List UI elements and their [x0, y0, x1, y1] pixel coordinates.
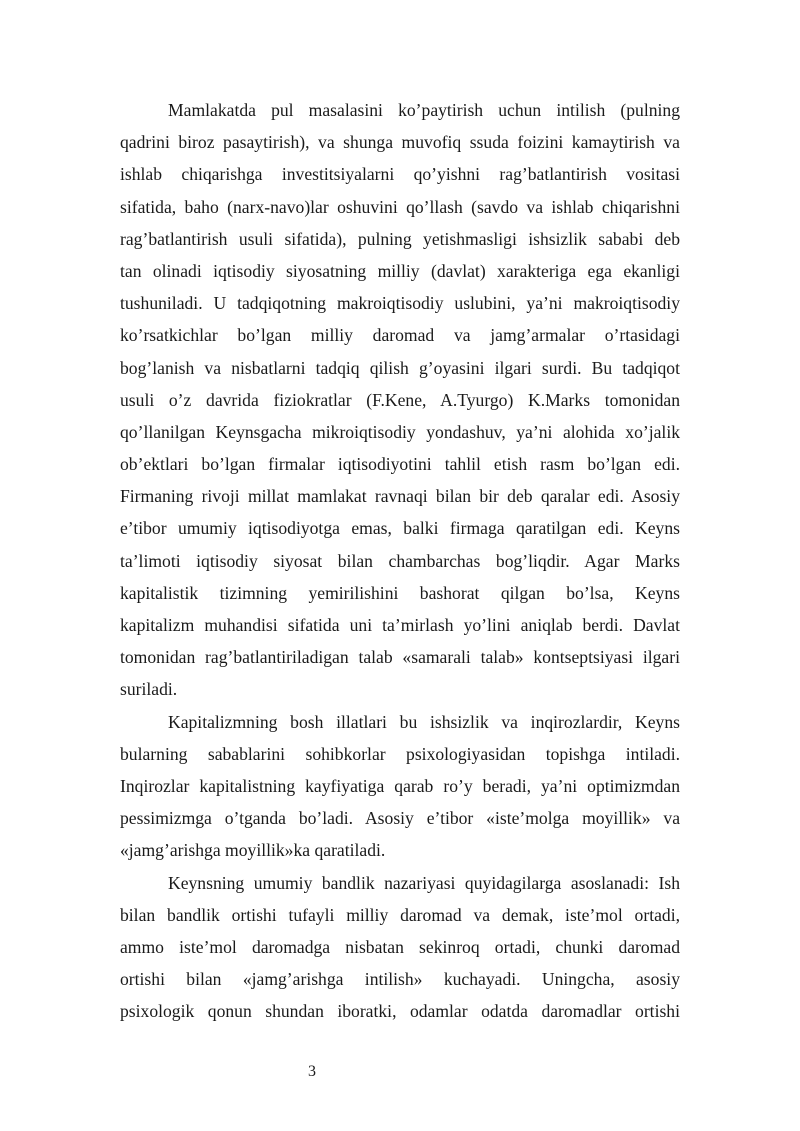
- paragraph-3-line-1: Keynsning umumiy bandlik nazariyasi quyidagilarga asoslanadi: Ish: [168, 872, 680, 893]
- paragraph-3-line-3: ammo iste’mol daromadga nisbatan sekinroq ortadi, chunki daromad: [120, 936, 680, 957]
- paragraph-1-line-18: tomonidan rag’batlantiriladigan talab «samarali talab» kontseptsiyasi ilgari: [120, 647, 680, 668]
- paragraph-3-line-4: ortishi bilan «jamg’arishga intilish» kuchayadi. Uningcha, asosiy: [120, 969, 680, 990]
- paragraph-1-line-19: suriladi.: [120, 679, 178, 700]
- paragraph-1-line-13: Firmaning rivoji millat mamlakat ravnaqi bilan bir deb qaralar edi. Asosiy: [120, 486, 680, 507]
- paragraph-1-line-5: rag’batlantirish usuli sifatida), pulning yetishmasligi ishsizlik sababi deb: [120, 228, 680, 249]
- paragraph-2-line-4: pessimizmga o’tganda bo’ladi. Asosiy e’tibor «iste’molga moyillik» va: [120, 808, 680, 829]
- paragraph-1-line-3: ishlab chiqarishga investitsiyalarni qo’yishni rag’batlantirish vositasi: [120, 164, 680, 185]
- paragraph-1-line-1: Mamlakatda pul masalasini ko’paytirish uchun intilish (pulning: [168, 100, 680, 120]
- paragraph-2-line-3: Inqirozlar kapitalistning kayfiyatiga qarab ro’y beradi, ya’ni optimizmdan: [120, 775, 680, 796]
- paragraph-3-line-2: bilan bandlik ortishi tufayli milliy daromad va demak, iste’mol ortadi,: [120, 904, 680, 925]
- body-text: [120, 94, 680, 1027]
- paragraph-1-line-2: qadrini biroz pasaytirish), va shunga muvofiq ssuda foizini kamaytirish va: [120, 132, 680, 153]
- paragraph-1-line-12: ob’ektlari bo’lgan firmalar iqtisodiyotini tahlil etish rasm bo’lgan edi.: [120, 454, 680, 475]
- paragraph-3-line-5: psixologik qonun shundan iboratki, odamlar odatda daromadlar ortishi: [120, 1001, 680, 1022]
- paragraph-2-line-1: Kapitalizmning bosh illatlari bu ishsizlik va inqirozlardir, Keyns: [168, 711, 680, 732]
- paragraph-1-line-14: e’tibor umumiy iqtisodiyotga emas, balki firmaga qaratilgan edi. Keyns: [120, 518, 680, 539]
- paragraph-1-line-10: usuli o’z davrida fiziokratlar (F.Kene, A.Tyurgo) K.Marks tomonidan: [120, 389, 680, 410]
- page-number: 3: [308, 1063, 316, 1080]
- paragraph-1-line-8: ko’rsatkichlar bo’lgan milliy daromad va jamg’armalar o’rtasidagi: [120, 325, 680, 346]
- paragraph-1-line-11: qo’llanilgan Keynsgacha mikroiqtisodiy yondashuv, ya’ni alohida xo’jalik: [120, 421, 680, 442]
- paragraph-1-line-9: bog’lanish va nisbatlarni tadqiq qilish g’oyasini ilgari surdi. Bu tadqiqot: [120, 357, 680, 378]
- paragraph-2-line-5: «jamg’arishga moyillik»ka qaratiladi.: [120, 840, 386, 861]
- paragraph-1-line-6: tan olinadi iqtisodiy siyosatning milliy (davlat) xarakteriga ega ekanligi: [120, 260, 680, 281]
- paragraph-2-line-2: bularning sabablarini sohibkorlar psixologiyasidan topishga intiladi.: [120, 743, 680, 764]
- paragraph-1-line-17: kapitalizm muhandisi sifatida uni ta’mirlash yo’lini aniqlab berdi. Davlat: [120, 615, 680, 635]
- paragraph-1-line-4: sifatida, baho (narx-navo)lar oshuvini qo’llash (savdo va ishlab chiqarishni: [120, 196, 680, 217]
- paragraph-1-line-7: tushuniladi. U tadqiqotning makroiqtisodiy uslubini, ya’ni makroiqtisodiy: [120, 293, 680, 314]
- paragraph-1-line-15: ta’limoti iqtisodiy siyosat bilan chambarchas bog’liqdir. Agar Marks: [120, 550, 680, 571]
- paragraph-1-line-16: kapitalistik tizimning yemirilishini bashorat qilgan bo’lsa, Keyns: [120, 582, 680, 603]
